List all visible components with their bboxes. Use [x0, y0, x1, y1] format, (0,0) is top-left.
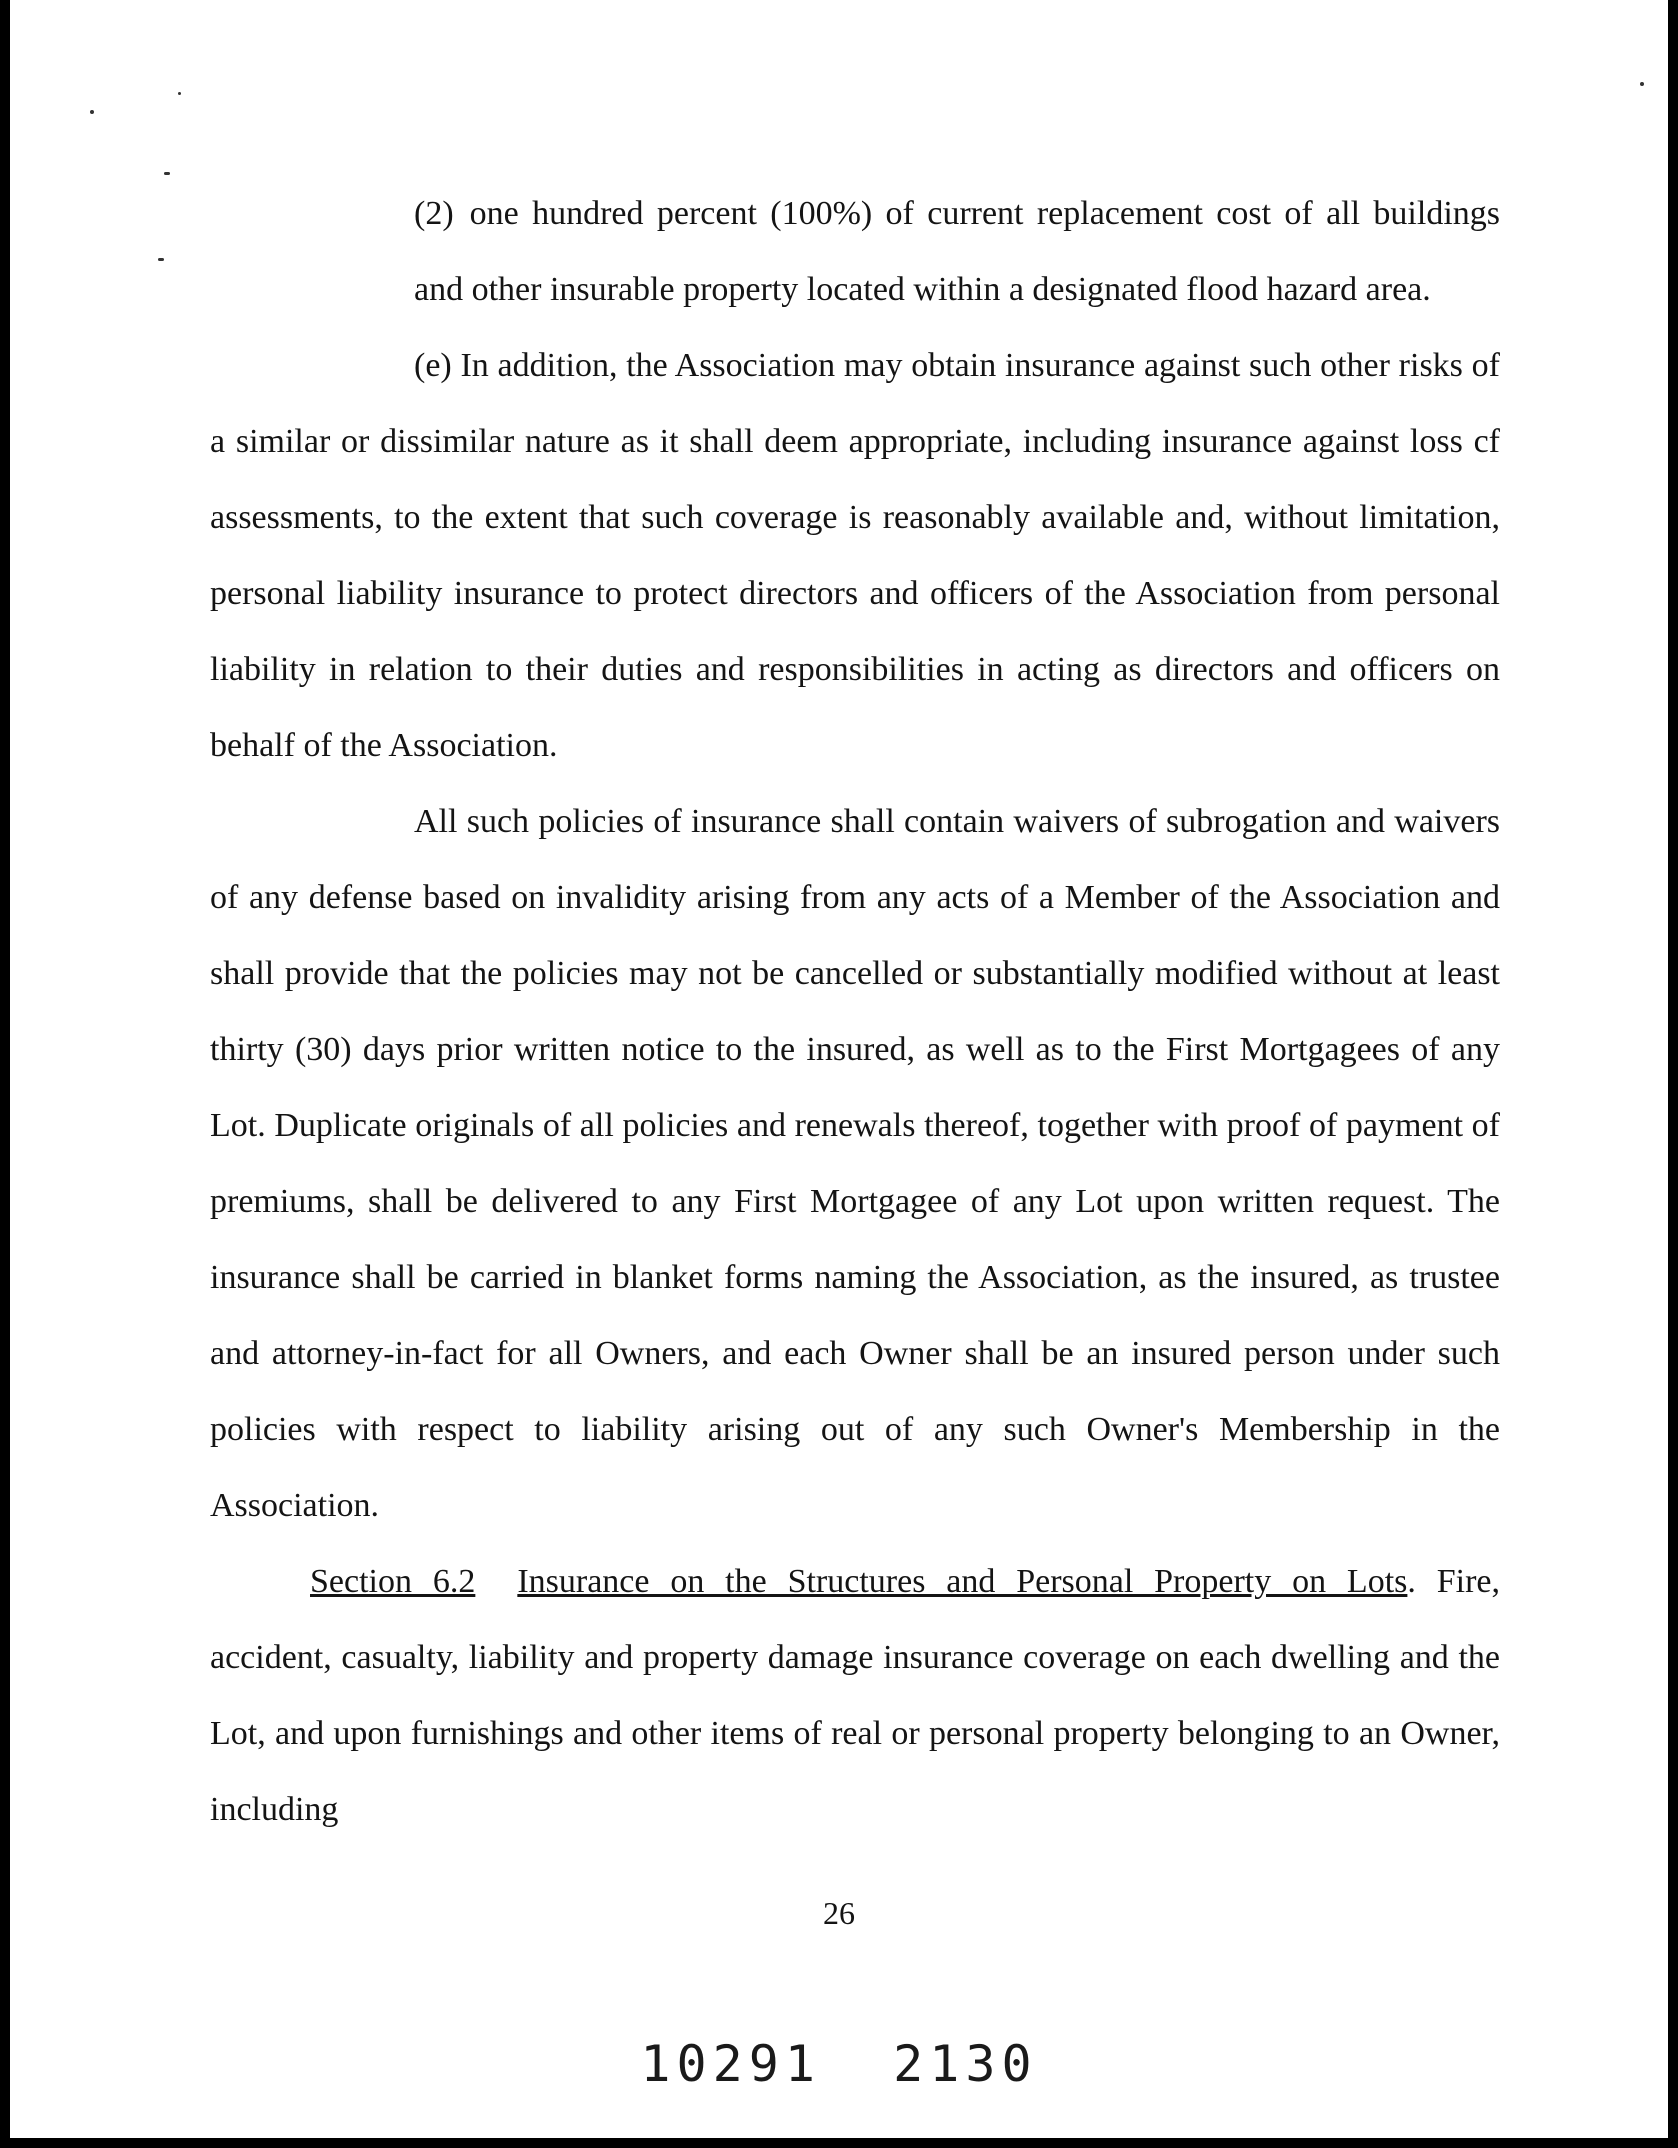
document-id-stamp: 10291 2130 — [640, 2035, 1038, 2093]
section-number: Section 6.2 — [310, 1563, 476, 1600]
scan-speck — [178, 92, 181, 95]
scan-speck — [164, 172, 170, 175]
document-page — [10, 0, 1668, 2138]
sub-item-text: one hundred percent (100%) of current replacement cost of all buildings and other insurable property located within a designated flood hazard area. — [414, 195, 1500, 308]
scan-speck — [90, 110, 94, 114]
scan-speck — [1640, 82, 1644, 86]
scan-speck — [158, 258, 164, 261]
paragraph-e — [210, 328, 1500, 784]
page-number: 26 — [823, 1895, 855, 1931]
paragraph-e-text: (e) In addition, the Association may obtain insurance against such other risks of a similar or dissimilar nature as it shall deem appropriate, including insurance against loss cf assessments, to the extent that such coverage is reasonably available and, without limitation, personal liability insurance to protect directors and officers of the Association from personal liability in relation to their duties and responsibilities in acting as directors and officers on behalf of the Association. — [210, 347, 1500, 764]
sub-item-marker: (2) — [414, 195, 454, 232]
paragraph-sub-item-2 — [210, 176, 1500, 328]
section-6-2-paragraph — [210, 1544, 1500, 1848]
paragraph-all-policies — [210, 784, 1500, 1544]
section-heading-end: . — [1407, 1563, 1416, 1600]
document-body — [210, 176, 1500, 1848]
section-text: Fire, accident, casualty, liability and property damage insurance coverage on each dwelling and the Lot, and upon furnishings and other items of real or personal property belonging to an Owner, including — [210, 1563, 1501, 1828]
section-heading: Insurance on the Structures and Personal Property on Lots — [517, 1563, 1408, 1600]
paragraph-all-policies-text: All such policies of insurance shall contain waivers of subrogation and waivers of any defense based on invalidity arising from any acts of a Member of the Association and shall provide that the policies may not be cancelled or substantially modified without at least thirty (30) days prior written notice to the insured, as well as to the First Mortgagees of any Lot. Duplicate originals of all policies and renewals thereof, together with proof of payment of premiums, shall be delivered to any First Mortgagee of any Lot upon written request. The insurance shall be carried in blanket forms naming the Association, as the insured, as trustee and attorney-in-fact for all Owners, and each Owner shall be an insured person under such policies with respect to liability arising out of any such Owner's Membership in the Association. — [210, 803, 1500, 1524]
